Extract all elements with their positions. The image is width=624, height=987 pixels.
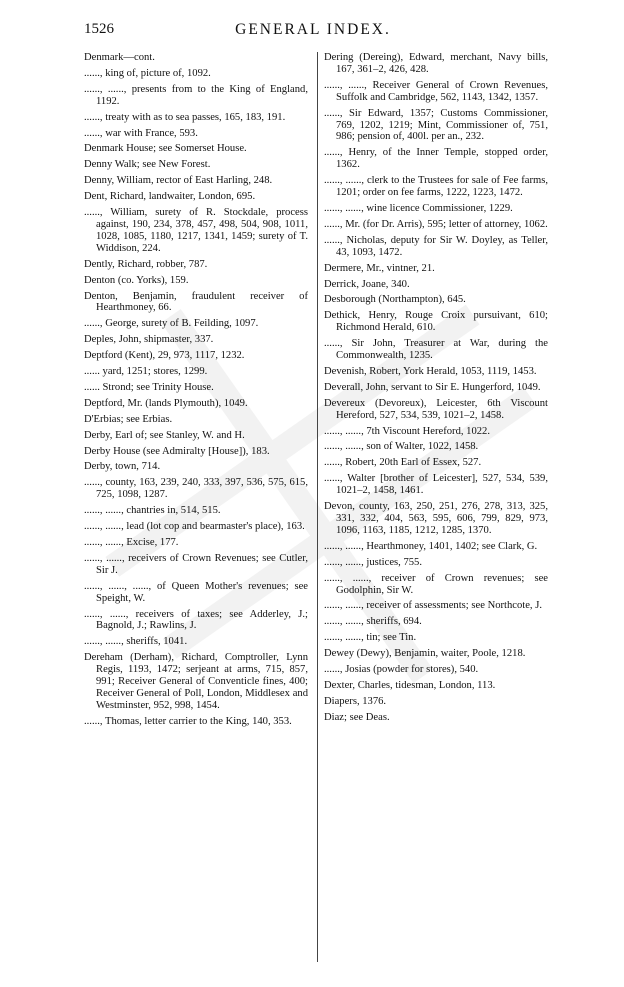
page-header: [84, 21, 542, 39]
index-entry: Deptford (Kent), 29, 973, 1117, 1232.: [84, 350, 245, 362]
index-entry: Dewey (Dewy), Benjamin, waiter, Poole, 1218.: [324, 648, 526, 660]
index-entry: ......, county, 163, 239, 240, 333, 397, 536, 575, 615, 725, 1098, 1287.: [84, 477, 308, 501]
index-entry: Dering (Dereing), Edward, merchant, Navy bills, 167, 361–2, 426, 428.: [324, 52, 548, 75]
index-entry: ......, king of, picture of, 1092.: [84, 67, 211, 79]
index-entry: ......, Robert, 20th Earl of Essex, 527.: [324, 457, 482, 469]
index-entry: ......, ......, justices, 755.: [324, 556, 422, 568]
index-entry: Denmark House; see Somerset House.: [84, 143, 247, 155]
index-entry: ......, Thomas, letter carrier to the King, 140, 353.: [84, 715, 292, 727]
index-entry: Dexter, Charles, tidesman, London, 113.: [324, 679, 496, 691]
index-entry: Devereux (Devoreux), Leicester, 6th Viscount Hereford, 527, 534, 539, 1021–2, 1458.: [324, 397, 548, 421]
index-entry: ......, ......, Hearthmoney, 1401, 1402; see Clark, G.: [324, 540, 538, 552]
index-entry: Deverall, John, servant to Sir E. Hungerford, 1049.: [324, 381, 541, 393]
index-entry: Deples, John, shipmaster, 337.: [84, 334, 214, 346]
index-entry: ......, ......, ......, of Queen Mother's revenues; see Speight, W.: [84, 580, 308, 604]
index-entry: ......, Mr. (for Dr. Arris), 595; letter of attorney, 1062.: [324, 218, 548, 230]
index-entry: ......, ......, Excise, 177.: [84, 537, 179, 548]
index-entry: ...... yard, 1251; stores, 1299.: [84, 366, 208, 378]
index-entry: Denton (co. Yorks), 159.: [84, 274, 189, 286]
index-entry: ......, ......, wine licence Commissioner, 1229.: [324, 202, 513, 214]
index-entry: Derby House (see Admiralty [House]), 183.: [84, 445, 270, 457]
index-entry: Diapers, 1376.: [324, 695, 387, 707]
index-columns: [84, 52, 554, 962]
index-entry: Dently, Richard, robber, 787.: [84, 258, 208, 270]
index-entry: ......, Sir Edward, 1357; Customs Commissioner, 769, 1202, 1219; Mint, Commissioner of, 751, 986; pension of, 400l. per an., 232.: [324, 107, 548, 143]
right-column: [324, 52, 548, 728]
index-entry: Derrick, Joane, 340.: [324, 278, 410, 290]
index-entry: ......, ......, son of Walter, 1022, 1458.: [324, 441, 479, 453]
index-entry: Devenish, Robert, York Herald, 1053, 1119, 1453.: [324, 365, 537, 377]
index-entry: ......, Nicholas, deputy for Sir W. Doyley, as Teller, 43, 1093, 1472.: [324, 234, 548, 258]
index-entry: ......, ......, sheriffs, 694.: [324, 616, 422, 628]
index-entry: Dereham (Derham), Richard, Comptroller, Lynn Regis, 1193, 1472; serjeant at arms, 715, 857, 991; Receiver General of Conventicle fines, 400; Receiver General of Poll, London, Middlesex and Westminster, 952, 998, 1454.: [84, 652, 308, 711]
index-entry: ......, ......, receiver of Crown revenues; see Godolphin, Sir W.: [324, 572, 548, 596]
index-entry: Denton, Benjamin, fraudulent receiver of Hearthmoney, 66.: [84, 290, 308, 314]
index-entry: Devon, county, 163, 250, 251, 276, 278, 313, 325, 331, 332, 404, 563, 595, 606, 799, 829, 973, 1096, 1163, 1185, 1212, 1285, 1370.: [324, 501, 548, 536]
index-entry: ......, Sir John, Treasurer at War, during the Commonwealth, 1235.: [324, 338, 548, 362]
index-entry: ...... Strond; see Trinity House.: [84, 381, 214, 393]
index-entry: ......, ......, chantries in, 514, 515.: [84, 505, 221, 517]
index-entry: ......, ......, Receiver General of Crown Revenues, Suffolk and Cambridge, 562, 1143, 1342, 1357.: [324, 79, 548, 103]
index-entry: ......, ......, receivers of Crown Revenues; see Cutler, Sir J.: [84, 552, 308, 576]
index-entry: ......, ......, receivers of taxes; see Adderley, J.; Bagnold, J.; Rawlins, J.: [84, 608, 308, 632]
left-column: [84, 52, 308, 732]
page-number: 1526: [84, 21, 114, 37]
running-title: GENERAL INDEX.: [235, 21, 391, 38]
index-entry: ......, war with France, 593.: [84, 127, 198, 139]
index-entry: Dent, Richard, landwaiter, London, 695.: [84, 191, 256, 203]
index-entry: D'Erbias; see Erbias.: [84, 413, 173, 425]
index-entry: ......, George, surety of B. Feilding, 1097.: [84, 318, 259, 330]
index-entry: ......, Walter [brother of Leicester], 527, 534, 539, 1021–2, 1458, 1461.: [324, 473, 548, 497]
index-entry: ......, ......, sheriffs, 1041.: [84, 636, 188, 648]
index-entry: ......, Josias (powder for stores), 540.: [324, 664, 479, 676]
index-entry: ......, treaty with as to sea passes, 165, 183, 191.: [84, 111, 286, 123]
index-entry: Dermere, Mr., vintner, 21.: [324, 262, 435, 274]
column-divider: [317, 52, 318, 962]
index-entry: Deptford, Mr. (lands Plymouth), 1049.: [84, 397, 248, 409]
index-entry: ......, ......, 7th Viscount Hereford, 1022.: [324, 425, 490, 437]
index-entry: ......, ......, tin; see Tin.: [324, 632, 417, 644]
index-entry: ......, William, surety of R. Stockdale, process against, 190, 234, 378, 457, 498, 504, 908, 1011, 1028, 1085, 1180, 1217, 1341, 1459; surety of T. Widdison, 224.: [84, 207, 308, 254]
index-entry: Dethick, Henry, Rouge Croix pursuivant, 610; Richmond Herald, 610.: [324, 310, 548, 334]
index-entry: Derby, Earl of; see Stanley, W. and H.: [84, 429, 245, 441]
index-entry: ......, ......, lead (lot cop and bearmaster's place), 163.: [84, 521, 305, 533]
index-entry: Desborough (Northampton), 645.: [324, 294, 466, 306]
index-entry: ......, Henry, of the Inner Temple, stopped order, 1362.: [324, 147, 548, 171]
index-entry: Denmark—cont.: [84, 52, 155, 63]
index-entry: Denny, William, rector of East Harling, 248.: [84, 175, 273, 187]
index-entry: ......, ......, clerk to the Trustees for sale of Fee farms, 1201; order on fee farms, 1222, 1223, 1472.: [324, 175, 548, 199]
index-entry: ......, ......, presents from to the King of England, 1192.: [84, 83, 308, 107]
index-entry: Diaz; see Deas.: [324, 711, 390, 723]
index-entry: ......, ......, receiver of assessments; see Northcote, J.: [324, 600, 542, 612]
index-entry: Denny Walk; see New Forest.: [84, 159, 211, 171]
index-entry: Derby, town, 714.: [84, 461, 161, 473]
